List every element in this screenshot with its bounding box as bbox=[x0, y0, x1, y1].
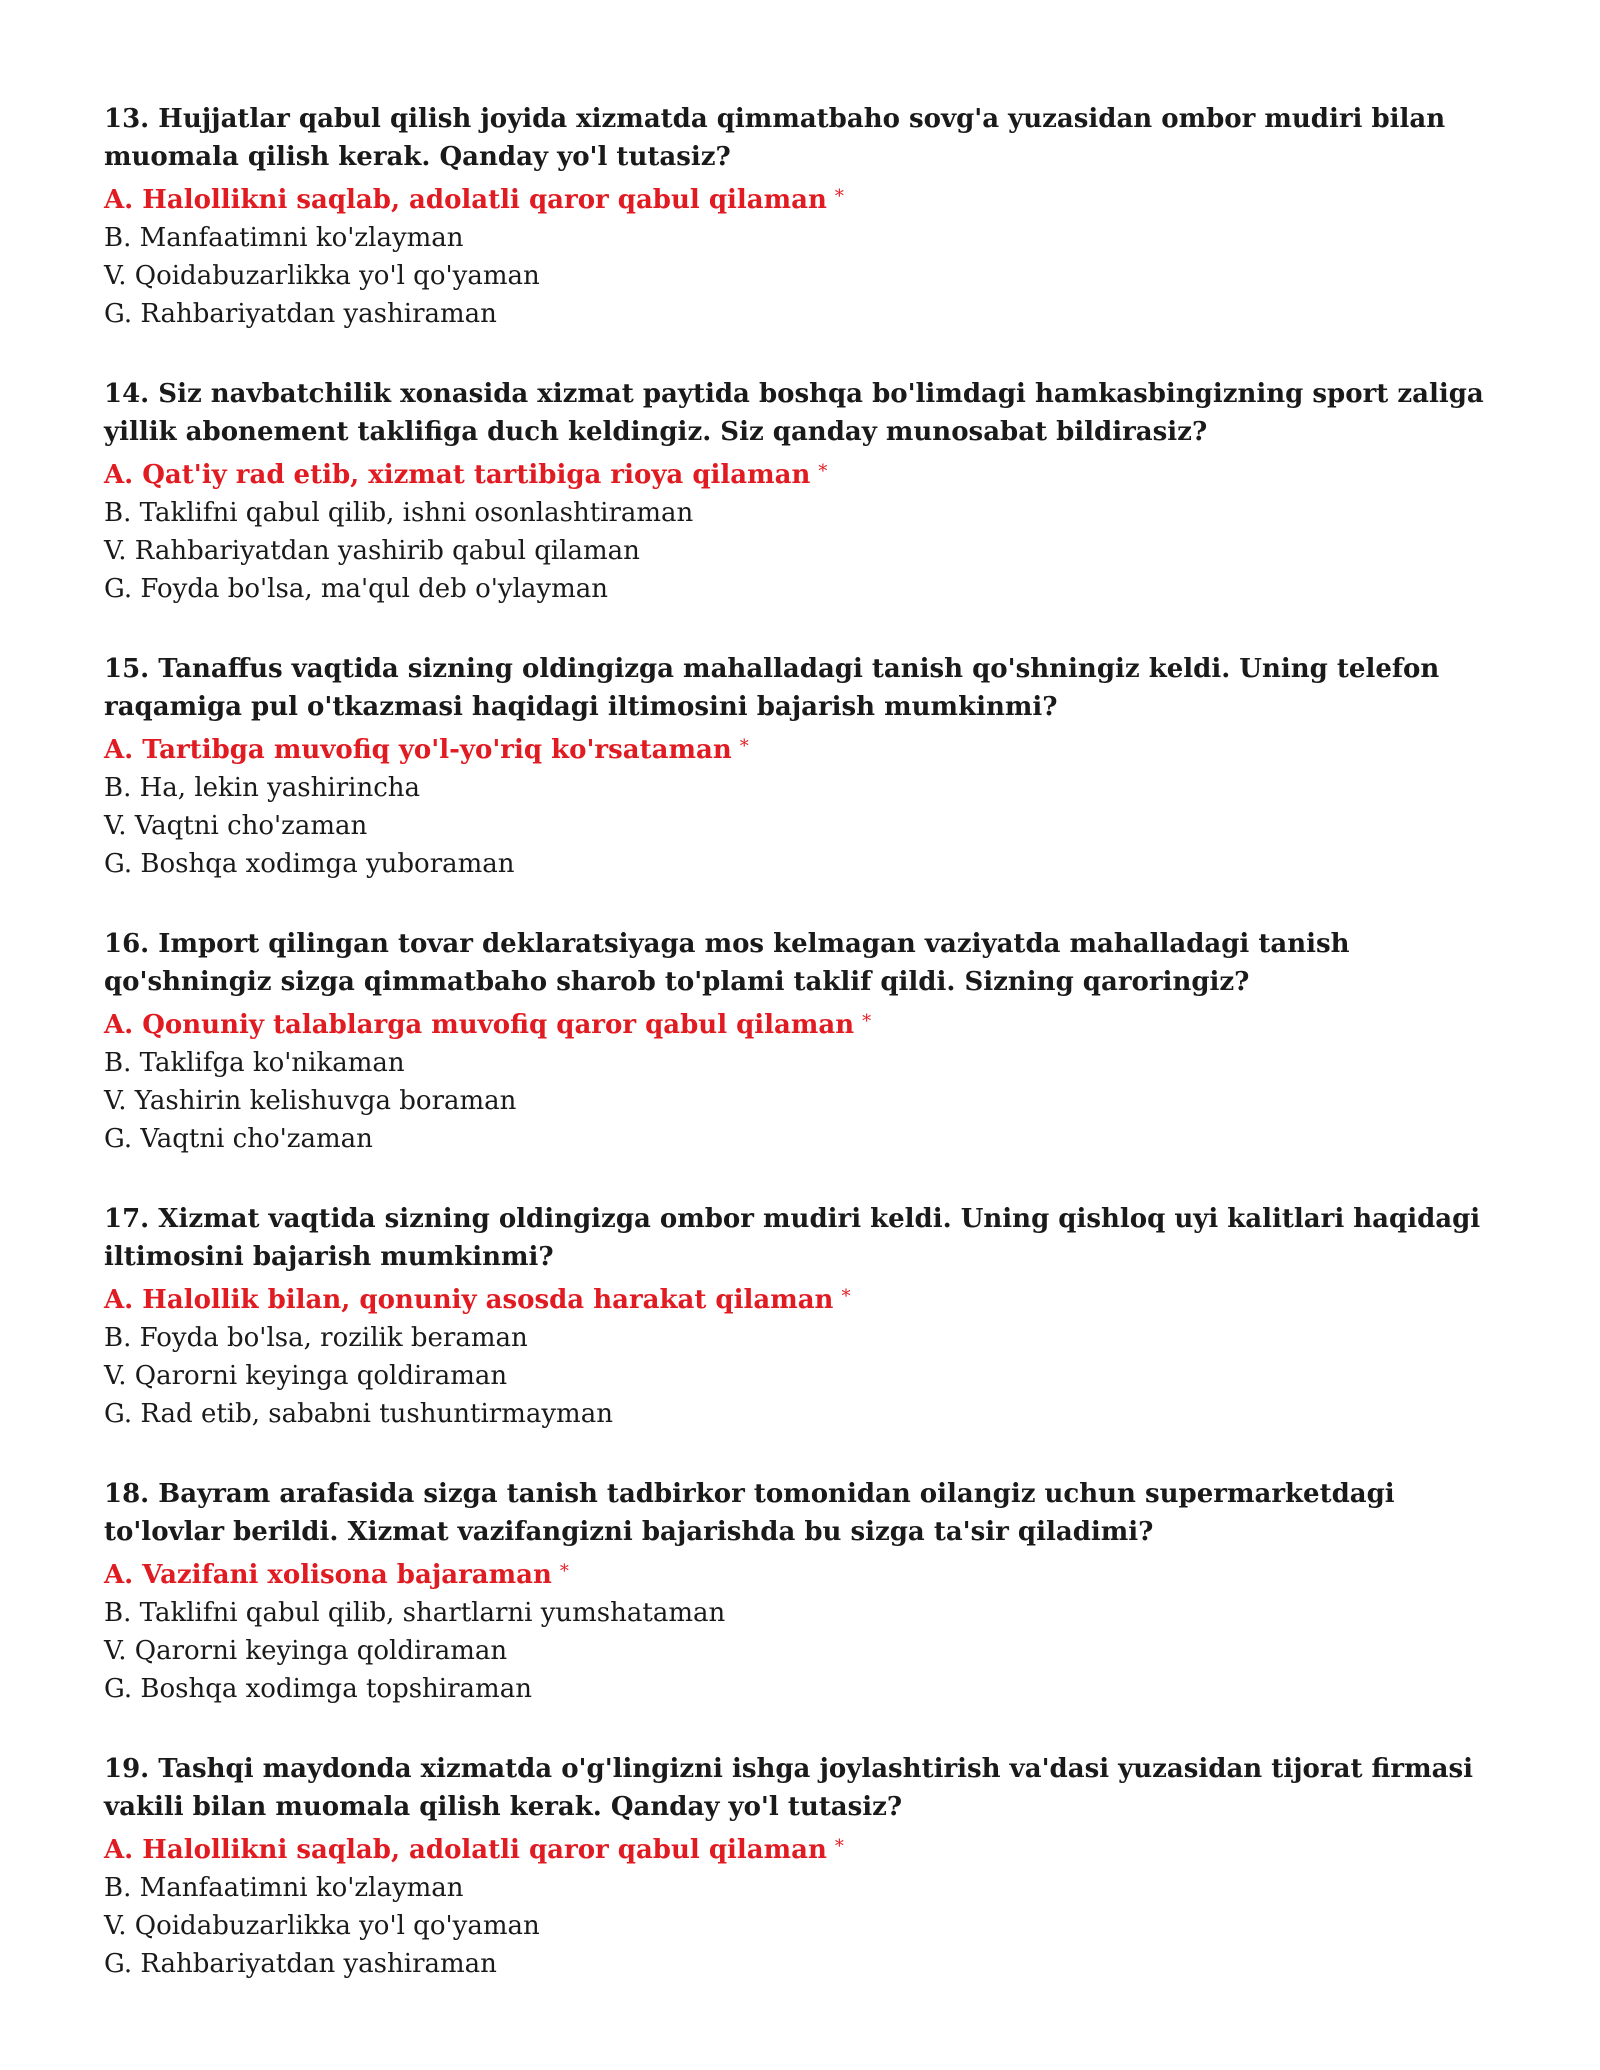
answer-label: A. Vazifani xolisona bajaraman bbox=[104, 1560, 552, 1590]
question-number: 16. bbox=[104, 929, 150, 959]
answer-option: G. Rahbariyatdan yashiraman bbox=[104, 299, 497, 329]
question-body: Tanaffus vaqtida sizning oldingizga mahalladagi tanish qo'shningiz keldi. Uning telefon raqamiga pul o'tkazmasi haqidagi iltimosini bajarish mumkinmi? bbox=[104, 654, 1440, 722]
question-14 bbox=[104, 375, 1500, 608]
question-17 bbox=[104, 1200, 1500, 1433]
question-number: 13. bbox=[104, 104, 150, 134]
correct-marker: * bbox=[841, 1286, 851, 1307]
correct-marker: * bbox=[559, 1561, 569, 1582]
question-body: Bayram arafasida sizga tanish tadbirkor tomonidan oilangiz uchun supermarketdagi to'lovlar berildi. Xizmat vazifangizni bajarishda bu sizga ta'sir qiladimi? bbox=[104, 1479, 1395, 1547]
question-text bbox=[104, 925, 1500, 1001]
answer-option: V. Qarorni keyinga qoldiraman bbox=[104, 1361, 508, 1391]
answer-option-correct bbox=[104, 1553, 1500, 1594]
answer-option-correct bbox=[104, 1828, 1500, 1869]
question-13 bbox=[104, 100, 1500, 333]
correct-marker: * bbox=[834, 1836, 844, 1857]
answer-label: A. Halollikni saqlab, adolatli qaror qabul qilaman bbox=[104, 185, 827, 215]
correct-marker: * bbox=[862, 1011, 872, 1032]
answer-option: G. Rahbariyatdan yashiraman bbox=[104, 1949, 497, 1979]
question-number: 18. bbox=[104, 1479, 150, 1509]
answer-label: A. Tartibga muvofiq yo'l-yo'riq ko'rsataman bbox=[104, 735, 732, 765]
answer-option: G. Vaqtni cho'zaman bbox=[104, 1124, 373, 1154]
question-text bbox=[104, 1750, 1500, 1826]
answer-option: V. Qoidabuzarlikka yo'l qo'yaman bbox=[104, 1911, 540, 1941]
correct-marker: * bbox=[834, 186, 844, 207]
answer-option: B. Taklifni qabul qilib, ishni osonlashtiraman bbox=[104, 498, 694, 528]
answer-option-correct bbox=[104, 1003, 1500, 1044]
question-body: Tashqi maydonda xizmatda o'g'lingizni ishga joylashtirish va'dasi yuzasidan tijorat firmasi vakili bilan muomala qilish kerak. Qanday yo'l tutasiz? bbox=[104, 1754, 1473, 1822]
question-number: 19. bbox=[104, 1754, 150, 1784]
answer-option: B. Foyda bo'lsa, rozilik beraman bbox=[104, 1323, 528, 1353]
question-number: 17. bbox=[104, 1204, 150, 1234]
question-body: Siz navbatchilik xonasida xizmat paytida boshqa bo'limdagi hamkasbingizning sport zaliga yillik abonement taklifiga duch keldingiz. Siz qanday munosabat bildirasiz? bbox=[104, 379, 1484, 447]
answer-option: G. Foyda bo'lsa, ma'qul deb o'ylayman bbox=[104, 574, 608, 604]
answer-option-correct bbox=[104, 1278, 1500, 1319]
answer-option-correct bbox=[104, 453, 1500, 494]
answer-label: A. Qat'iy rad etib, xizmat tartibiga rioya qilaman bbox=[104, 460, 811, 490]
answer-option: V. Qoidabuzarlikka yo'l qo'yaman bbox=[104, 261, 540, 291]
answer-option: B. Manfaatimni ko'zlayman bbox=[104, 1873, 464, 1903]
correct-marker: * bbox=[739, 736, 749, 757]
answer-option: V. Vaqtni cho'zaman bbox=[104, 811, 368, 841]
question-body: Hujjatlar qabul qilish joyida xizmatda qimmatbaho sovg'a yuzasidan ombor mudiri bilan muomala qilish kerak. Qanday yo'l tutasiz? bbox=[104, 104, 1446, 172]
answer-option: V. Yashirin kelishuvga boraman bbox=[104, 1086, 517, 1116]
question-19 bbox=[104, 1750, 1500, 1983]
correct-marker: * bbox=[818, 461, 828, 482]
question-18 bbox=[104, 1475, 1500, 1708]
answer-label: A. Halollikni saqlab, adolatli qaror qabul qilaman bbox=[104, 1835, 827, 1865]
answer-option-correct bbox=[104, 728, 1500, 769]
question-text bbox=[104, 375, 1500, 451]
question-text bbox=[104, 1200, 1500, 1276]
question-number: 14. bbox=[104, 379, 150, 409]
question-15 bbox=[104, 650, 1500, 883]
answer-label: A. Halollik bilan, qonuniy asosda harakat qilaman bbox=[104, 1285, 834, 1315]
answer-label: A. Qonuniy talablarga muvofiq qaror qabul qilaman bbox=[104, 1010, 855, 1040]
question-text bbox=[104, 650, 1500, 726]
answer-option: G. Boshqa xodimga topshiraman bbox=[104, 1674, 532, 1704]
answer-option: B. Manfaatimni ko'zlayman bbox=[104, 223, 464, 253]
answer-option: G. Rad etib, sababni tushuntirmayman bbox=[104, 1399, 613, 1429]
answer-option: B. Taklifni qabul qilib, shartlarni yumshataman bbox=[104, 1598, 726, 1628]
answer-option-correct bbox=[104, 178, 1500, 219]
question-text bbox=[104, 100, 1500, 176]
answer-option: G. Boshqa xodimga yuboraman bbox=[104, 849, 515, 879]
question-16 bbox=[104, 925, 1500, 1158]
answer-option: V. Rahbariyatdan yashirib qabul qilaman bbox=[104, 536, 640, 566]
question-body: Import qilingan tovar deklaratsiyaga mos kelmagan vaziyatda mahalladagi tanish qo'shningiz sizga qimmatbaho sharob to'plami taklif qildi. Sizning qaroringiz? bbox=[104, 929, 1350, 997]
question-number: 15. bbox=[104, 654, 150, 684]
answer-option: B. Ha, lekin yashirincha bbox=[104, 773, 421, 803]
answer-option: B. Taklifga ko'nikaman bbox=[104, 1048, 405, 1078]
question-body: Xizmat vaqtida sizning oldingizga ombor mudiri keldi. Uning qishloq uyi kalitlari haqidagi iltimosini bajarish mumkinmi? bbox=[104, 1204, 1481, 1272]
question-text bbox=[104, 1475, 1500, 1551]
answer-option: V. Qarorni keyinga qoldiraman bbox=[104, 1636, 508, 1666]
